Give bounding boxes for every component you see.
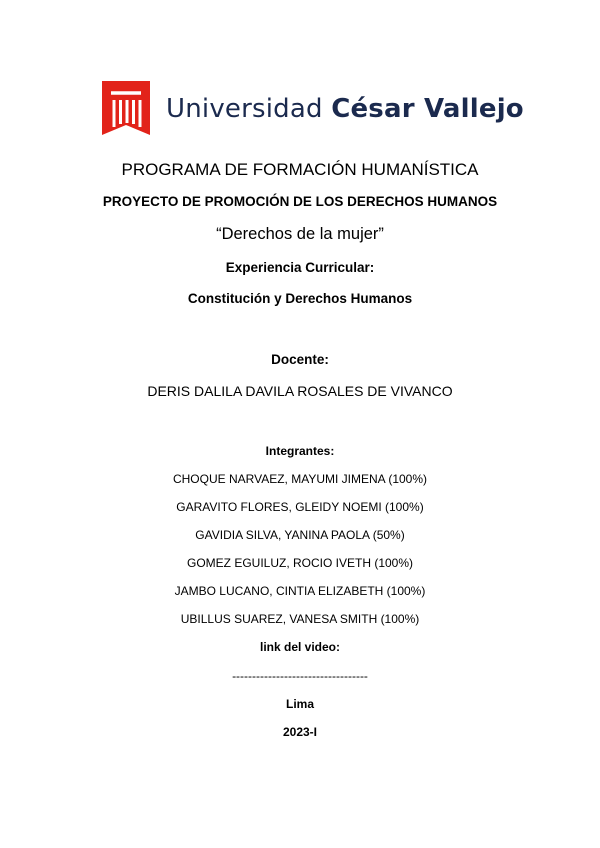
- teacher-label: Docente:: [271, 352, 329, 367]
- city: Lima: [285, 697, 314, 711]
- member-item: GAVIDIA SILVA, YANINA PAOLA (50%): [195, 528, 405, 542]
- member-item: GOMEZ EGUILUZ, ROCIO IVETH (100%): [186, 556, 414, 570]
- member-item: CHOQUE NARVAEZ, MAYUMI JIMENA (100%): [172, 472, 428, 486]
- teacher-name: DERIS DALILA DAVILA ROSALES DE VIVANCO: [147, 383, 453, 399]
- program-title: PROGRAMA DE FORMACIÓN HUMANÍSTICA: [121, 160, 479, 179]
- video-link[interactable]: ----------------------------------: [232, 669, 368, 683]
- member-item: JAMBO LUCANO, CINTIA ELIZABETH (100%): [174, 584, 426, 598]
- course-label: Experiencia Curricular:: [225, 260, 375, 275]
- course-name: Constitución y Derechos Humanos: [187, 291, 413, 306]
- university-name-regular: Universidad: [166, 94, 332, 124]
- period: 2023-I: [282, 725, 318, 739]
- video-label: link del video:: [259, 640, 340, 654]
- university-name: [166, 96, 524, 122]
- university-crest-icon: [100, 79, 152, 137]
- university-name-bold: César Vallejo: [331, 94, 524, 124]
- members-label: Integrantes:: [265, 444, 335, 458]
- member-item: GARAVITO FLORES, GLEIDY NOEMI (100%): [176, 500, 424, 514]
- topic-title: “Derechos de la mujer”: [216, 225, 384, 243]
- university-logo: [100, 78, 524, 138]
- member-item: UBILLUS SUAREZ, VANESA SMITH (100%): [180, 612, 420, 626]
- project-title: PROYECTO DE PROMOCIÓN DE LOS DERECHOS HUMANOS: [102, 194, 498, 209]
